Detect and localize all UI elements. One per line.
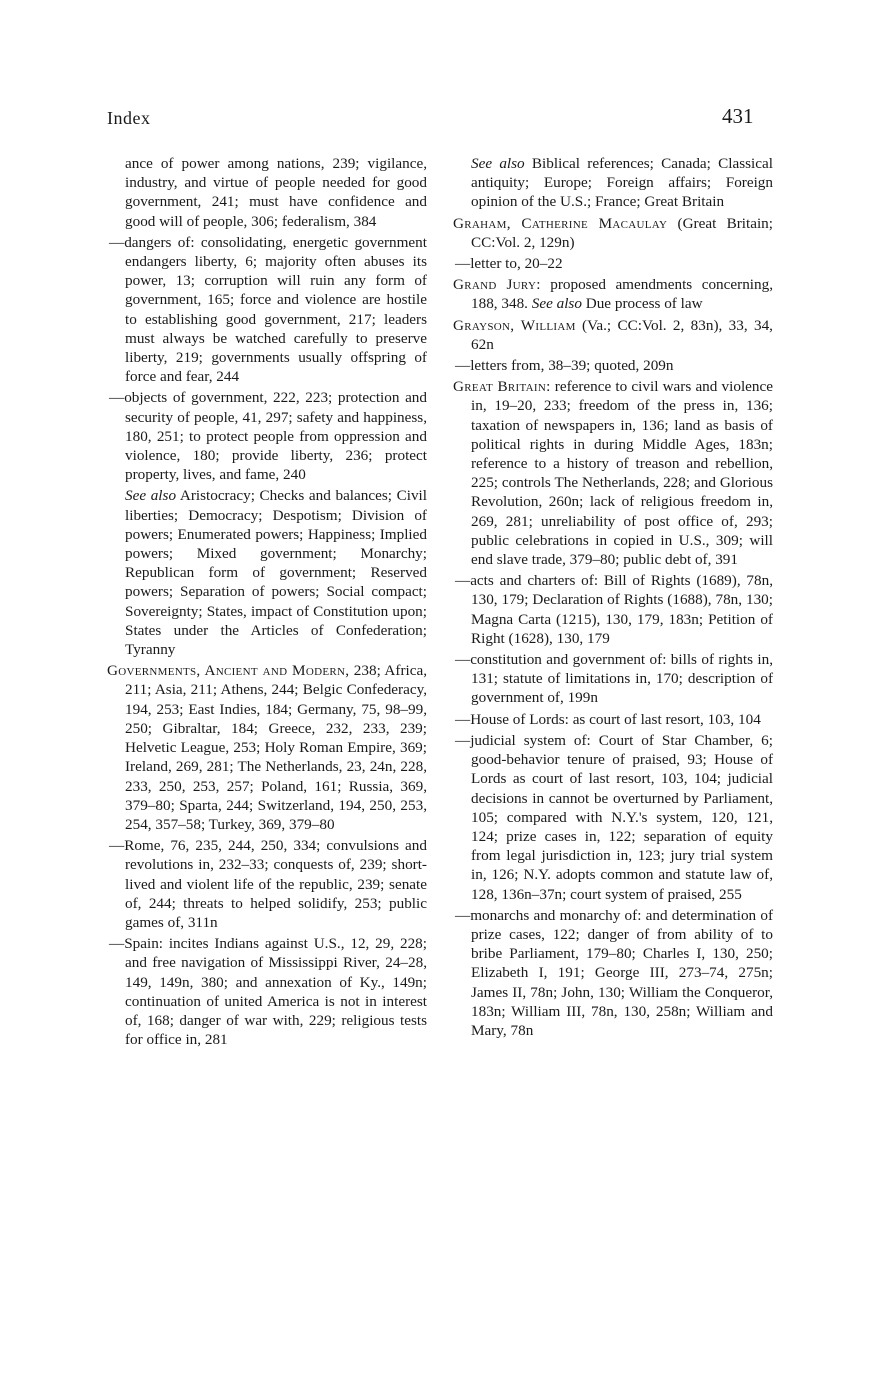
index-main-entry [453, 316, 773, 354]
entry-text: —acts and charters of: Bill of Rights (1689), 78n, 130, 179; Declaration of Rights (1688), 78n, 130; Magna Carta (1215), 130, 179, 183n; Petition of Right (1628), 130, 179 [455, 572, 773, 647]
see-also-label: See also [125, 487, 177, 505]
index-subentry [453, 731, 773, 904]
entry-text: ance of power among nations, 239; vigilance, industry, and virtue of people needed for good government, 241; must have confidence and good will of people, 306; federalism, 384 [125, 155, 427, 230]
index-subentry [107, 388, 427, 484]
entry-text: Biblical references; Canada; Classical antiquity; Europe; Foreign affairs; Foreign opinion of the U.S.; France; Great Britain [471, 155, 773, 211]
entry-text: —Spain: incites Indians against U.S., 12, 29, 228; and free navigation of Mississippi River, 24–28, 149, 149n, 380; and annexation of Ky., 149n; continuation of united America is not in interest of, 168; danger of war with, 229; religious tests for office in, 281 [109, 935, 427, 1049]
entry-text: —judicial system of: Court of Star Chamber, 6; good-behavior tenure of praised, 93; House of Lords as court of last resort, 103, 104; judicial decisions in cannot be overturned by Parliament, 105; compared with N.Y.'s system, 120, 121, 124; prize cases in, 122; separation of equity from legal jurisdiction in, 123; jury trial system in, 126; N.Y. adopts common and statute law of, 128, 136n–37n; court system of praised, 255 [455, 731, 773, 903]
entry-headword: Governments, Ancient and Modern, [107, 662, 350, 680]
index-subentry [453, 571, 773, 648]
entry-text: —dangers of: consolidating, energetic government endangers liberty, 6; majority often abuses its power, 13; corruption will ruin any form of government, 165; force and violence are hostile to establishing good government, 217; leaders must always be watched carefully to preserve liberty, 219; governments usually offspring of force and fear, 244 [109, 233, 427, 386]
index-main-entry [107, 661, 427, 834]
page-number: 431 [722, 104, 754, 128]
see-also-entry [453, 154, 773, 212]
index-main-entry [453, 214, 773, 252]
index-subentry [453, 650, 773, 708]
entry-text: (Great Britain; CC:Vol. 2, 129n) [471, 214, 773, 251]
entry-text: —Rome, 76, 235, 244, 250, 334; convulsions and revolutions in, 232–33; conquests of, 239; short-lived and violent life of the republic, 239; senate of, 244; threats to helped solidify, 253; public games of, 311n [109, 837, 427, 931]
index-subentry [107, 233, 427, 387]
entry-text: 238; Africa, 211; Asia, 211; Athens, 244; Belgic Confederacy, 194, 253; East Indies, 184; Germany, 75, 98–99, 250; Gibraltar, 184; Greece, 232, 233, 239; Helvetic League, 253; Holy Roman Empire, 369; Ireland, 269, 281; The Netherlands, 23, 24n, 228, 233, 250, 253, 257; Poland, 161; Russia, 369, 379–80; Sparta, 244; Switzerland, 194, 250, 253, 254, 357–58; Turkey, 369, 379–80 [125, 662, 427, 833]
entry-text: reference to civil wars and violence in, 19–20, 233; freedom of the press in, 136; taxation of newspapers in, 136; land as basis of political rights in during Middle Ages, 183n; reference to a history of treason and rebellion, 225; controls The Netherlands, 228; and Glorious Revolution, 260n; lack of religious freedom in, 269, 281; unreliability of post office of, 293; public celebrations in copied in U.S., 309; will end slave trade, 379–80; public debt of, 391 [471, 378, 773, 569]
right-column [453, 154, 773, 1042]
entry-headword: Grayson, William [453, 316, 576, 334]
see-also-label: See also [471, 155, 525, 172]
entry-text: —House of Lords: as court of last resort, 103, 104 [455, 710, 761, 728]
entry-text: Aristocracy; Checks and balances; Civil liberties; Democracy; Despotism; Division of powers; Enumerated powers; Happiness; Implied powers; Mixed government; Monarchy; Republican form of government; Reserved powers; Separation of powers; Social compact; Sovereignty; States, impact of Constitution upon; States under the Articles of Confederation; Tyranny [125, 487, 427, 659]
entry-headword: Graham, Catherine Macaulay [453, 214, 668, 232]
entry-text: (Va.; CC:Vol. 2, 83n), 33, 34, 62n [471, 316, 773, 353]
running-head: Index [107, 108, 151, 128]
entry-text: —objects of government, 222, 223; protection and security of people, 41, 297; safety and happiness, 180, 251; to protect people from oppression and violence, 180; provide liberty, 236; protect property, lives, and fame, 240 [109, 389, 427, 484]
index-entry-continuation [107, 154, 427, 231]
see-also-entry [107, 486, 427, 659]
left-column [107, 154, 427, 1051]
entry-text: —letter to, 20–22 [455, 255, 563, 273]
entry-text: —letters from, 38–39; quoted, 209n [455, 357, 674, 375]
see-also-label: See also [531, 295, 582, 313]
entry-headword: Great Britain: [453, 378, 551, 396]
index-subentry [107, 836, 427, 932]
entry-headword: Grand Jury: [453, 276, 541, 294]
index-subentry [107, 934, 427, 1049]
entry-text: —constitution and government of: bills of rights in, 131; statute of limitations in, 170; description of government of, 199n [455, 651, 773, 707]
entry-text: Due process of law [581, 295, 703, 313]
index-subentry [453, 254, 773, 273]
entry-text: —monarchs and monarchy of: and determination of prize cases, 122; danger of from ability of to bribe Parliament, 179–80; Charles I, 130, 250; Elizabeth I, 191; George III, 273–74, 275n; James II, 78n; John, 130; William the Conqueror, 183n; William III, 78n, 130, 258n; William and Mary, 78n [455, 906, 773, 1039]
index-subentry [453, 906, 773, 1040]
index-main-entry [453, 377, 773, 569]
entry-text: proposed amendments concerning, 188, 348. [471, 276, 773, 313]
index-subentry [453, 710, 773, 729]
index-main-entry [453, 275, 773, 313]
index-subentry [453, 356, 773, 375]
